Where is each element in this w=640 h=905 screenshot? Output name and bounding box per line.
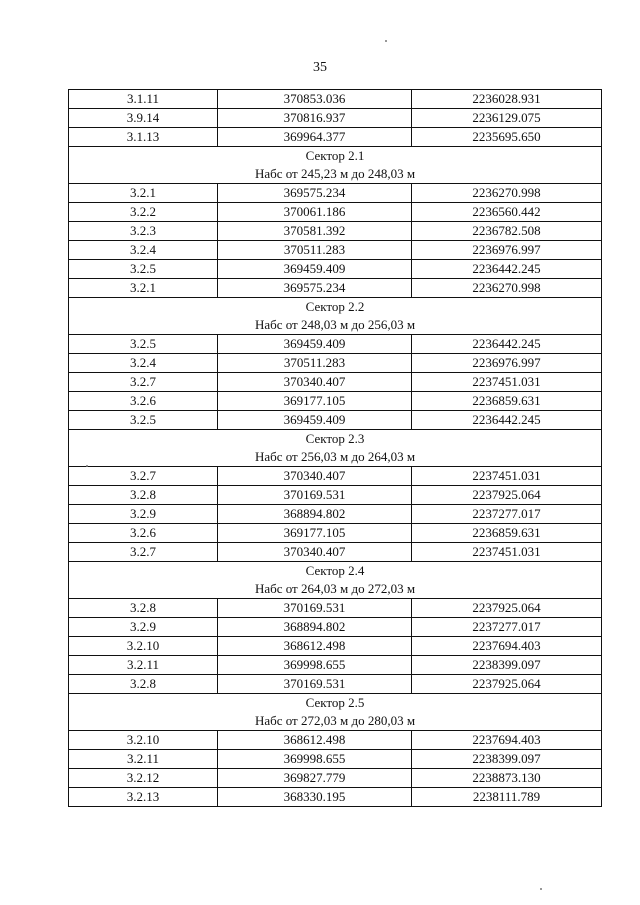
y-coordinate-cell: 2236442.245 (412, 335, 602, 354)
sector-title: Сектор 2.2 (69, 298, 602, 317)
table-row (69, 128, 602, 147)
sector-title-row (69, 562, 602, 581)
point-id-cell: 3.2.7 (69, 373, 218, 392)
x-coordinate-cell: 369177.105 (218, 524, 412, 543)
table-row (69, 373, 602, 392)
scan-speck (385, 40, 387, 42)
x-coordinate-cell: 369177.105 (218, 392, 412, 411)
table-row (69, 788, 602, 807)
sector-title: Сектор 2.1 (69, 147, 602, 166)
table-row (69, 354, 602, 373)
y-coordinate-cell: 2237925.064 (412, 675, 602, 694)
x-coordinate-cell: 370340.407 (218, 373, 412, 392)
table-row (69, 675, 602, 694)
sector-elevation-range: Набс от 272,03 м до 280,03 м (69, 712, 602, 731)
y-coordinate-cell: 2236782.508 (412, 222, 602, 241)
y-coordinate-cell: 2237694.403 (412, 637, 602, 656)
table-row (69, 731, 602, 750)
table-row (69, 260, 602, 279)
x-coordinate-cell: 368612.498 (218, 637, 412, 656)
point-id-cell: 3.1.11 (69, 90, 218, 109)
x-coordinate-cell: 369998.655 (218, 750, 412, 769)
x-coordinate-cell: 370511.283 (218, 241, 412, 260)
table-row (69, 599, 602, 618)
y-coordinate-cell: 2236976.997 (412, 354, 602, 373)
table-row (69, 618, 602, 637)
point-id-cell: 3.1.13 (69, 128, 218, 147)
sector-range-row (69, 580, 602, 599)
table-row (69, 637, 602, 656)
coordinates-table-body (69, 90, 602, 807)
point-id-cell: 3.2.11 (69, 750, 218, 769)
y-coordinate-cell: 2237277.017 (412, 505, 602, 524)
table-row (69, 467, 602, 486)
x-coordinate-cell: 369575.234 (218, 184, 412, 203)
x-coordinate-cell: 370169.531 (218, 486, 412, 505)
y-coordinate-cell: 2237451.031 (412, 373, 602, 392)
y-coordinate-cell: 2237451.031 (412, 543, 602, 562)
x-coordinate-cell: 370340.407 (218, 467, 412, 486)
x-coordinate-cell: 370169.531 (218, 599, 412, 618)
y-coordinate-cell: 2236560.442 (412, 203, 602, 222)
x-coordinate-cell: 369459.409 (218, 260, 412, 279)
table-row (69, 411, 602, 430)
point-id-cell: 3.2.5 (69, 411, 218, 430)
point-id-cell: 3.2.2 (69, 203, 218, 222)
y-coordinate-cell: 2237277.017 (412, 618, 602, 637)
table-row (69, 184, 602, 203)
table-row (69, 524, 602, 543)
point-id-cell: 3.2.7 (69, 467, 218, 486)
sector-range-row (69, 316, 602, 335)
point-id-cell: 3.2.8 (69, 486, 218, 505)
x-coordinate-cell: 369575.234 (218, 279, 412, 298)
point-id-cell: 3.2.7 (69, 543, 218, 562)
sector-title-row (69, 147, 602, 166)
sector-title: Сектор 2.3 (69, 430, 602, 449)
point-id-cell: 3.2.1 (69, 184, 218, 203)
point-id-cell: 3.2.3 (69, 222, 218, 241)
x-coordinate-cell: 370816.937 (218, 109, 412, 128)
table-row (69, 335, 602, 354)
y-coordinate-cell: 2237925.064 (412, 599, 602, 618)
sector-title-row (69, 298, 602, 317)
x-coordinate-cell: 369827.779 (218, 769, 412, 788)
y-coordinate-cell: 2237451.031 (412, 467, 602, 486)
y-coordinate-cell: 2237694.403 (412, 731, 602, 750)
table-row (69, 486, 602, 505)
point-id-cell: 3.2.10 (69, 637, 218, 656)
sector-elevation-range: Набс от 248,03 м до 256,03 м (69, 316, 602, 335)
sector-range-row (69, 712, 602, 731)
y-coordinate-cell: 2236129.075 (412, 109, 602, 128)
x-coordinate-cell: 369459.409 (218, 335, 412, 354)
y-coordinate-cell: 2236859.631 (412, 392, 602, 411)
x-coordinate-cell: 369964.377 (218, 128, 412, 147)
table-row (69, 222, 602, 241)
y-coordinate-cell: 2236442.245 (412, 411, 602, 430)
sector-title-row (69, 694, 602, 713)
table-row (69, 769, 602, 788)
point-id-cell: 3.2.5 (69, 260, 218, 279)
point-id-cell: 3.2.9 (69, 505, 218, 524)
point-id-cell: 3.2.6 (69, 392, 218, 411)
x-coordinate-cell: 370061.186 (218, 203, 412, 222)
x-coordinate-cell: 370581.392 (218, 222, 412, 241)
point-id-cell: 3.2.5 (69, 335, 218, 354)
x-coordinate-cell: 368894.802 (218, 618, 412, 637)
sector-elevation-range: Набс от 264,03 м до 272,03 м (69, 580, 602, 599)
y-coordinate-cell: 2236028.931 (412, 90, 602, 109)
table-row (69, 505, 602, 524)
point-id-cell: 3.2.12 (69, 769, 218, 788)
point-id-cell: 3.2.13 (69, 788, 218, 807)
point-id-cell: 3.2.8 (69, 599, 218, 618)
page-number: 35 (313, 60, 327, 75)
table-row (69, 543, 602, 562)
x-coordinate-cell: 368330.195 (218, 788, 412, 807)
x-coordinate-cell: 370853.036 (218, 90, 412, 109)
point-id-cell: 3.2.11 (69, 656, 218, 675)
table-row (69, 109, 602, 128)
point-id-cell: 3.2.4 (69, 241, 218, 260)
table-row (69, 90, 602, 109)
x-coordinate-cell: 370511.283 (218, 354, 412, 373)
point-id-cell: 3.9.14 (69, 109, 218, 128)
y-coordinate-cell: 2236859.631 (412, 524, 602, 543)
scan-speck (86, 465, 88, 467)
x-coordinate-cell: 368612.498 (218, 731, 412, 750)
x-coordinate-cell: 368894.802 (218, 505, 412, 524)
y-coordinate-cell: 2238399.097 (412, 750, 602, 769)
table-row (69, 656, 602, 675)
point-id-cell: 3.2.10 (69, 731, 218, 750)
x-coordinate-cell: 370169.531 (218, 675, 412, 694)
sector-elevation-range: Набс от 256,03 м до 264,03 м (69, 448, 602, 467)
y-coordinate-cell: 2236442.245 (412, 260, 602, 279)
table-row (69, 392, 602, 411)
table-row (69, 241, 602, 260)
table-row (69, 203, 602, 222)
y-coordinate-cell: 2235695.650 (412, 128, 602, 147)
y-coordinate-cell: 2236270.998 (412, 184, 602, 203)
y-coordinate-cell: 2236976.997 (412, 241, 602, 260)
point-id-cell: 3.2.8 (69, 675, 218, 694)
point-id-cell: 3.2.1 (69, 279, 218, 298)
sector-range-row (69, 448, 602, 467)
sector-elevation-range: Набс от 245,23 м до 248,03 м (69, 165, 602, 184)
y-coordinate-cell: 2238399.097 (412, 656, 602, 675)
x-coordinate-cell: 370340.407 (218, 543, 412, 562)
table-row (69, 750, 602, 769)
point-id-cell: 3.2.6 (69, 524, 218, 543)
y-coordinate-cell: 2237925.064 (412, 486, 602, 505)
coordinates-table (68, 89, 602, 807)
point-id-cell: 3.2.4 (69, 354, 218, 373)
y-coordinate-cell: 2238873.130 (412, 769, 602, 788)
table-row (69, 279, 602, 298)
y-coordinate-cell: 2236270.998 (412, 279, 602, 298)
sector-range-row (69, 165, 602, 184)
y-coordinate-cell: 2238111.789 (412, 788, 602, 807)
scan-speck (540, 888, 542, 890)
sector-title-row (69, 430, 602, 449)
x-coordinate-cell: 369998.655 (218, 656, 412, 675)
sector-title: Сектор 2.4 (69, 562, 602, 581)
point-id-cell: 3.2.9 (69, 618, 218, 637)
x-coordinate-cell: 369459.409 (218, 411, 412, 430)
sector-title: Сектор 2.5 (69, 694, 602, 713)
